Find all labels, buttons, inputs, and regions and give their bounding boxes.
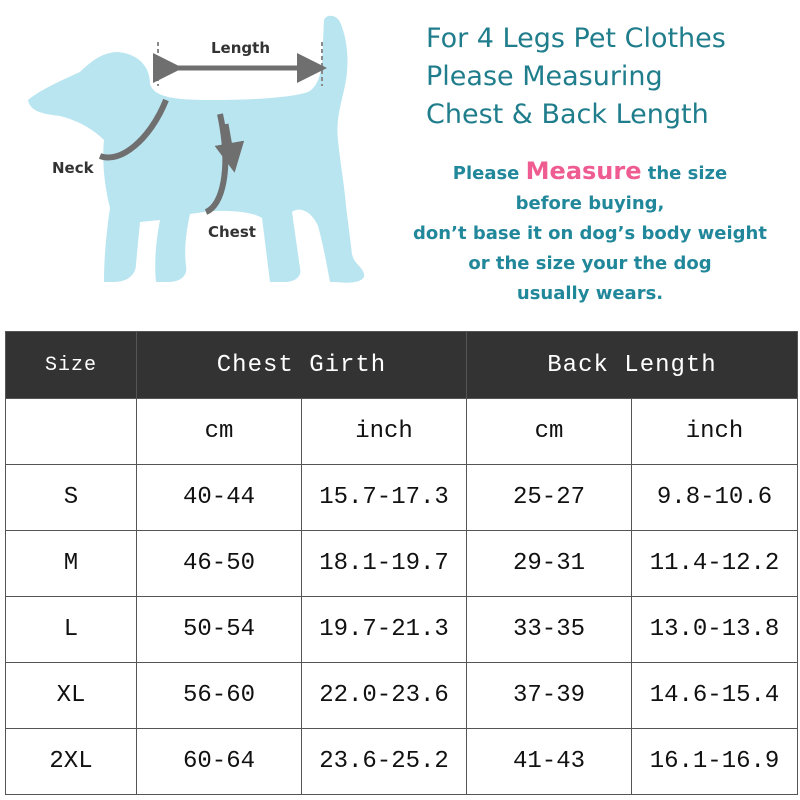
note-line-1 — [380, 156, 800, 189]
chest-cm-cell: 40-44 — [137, 465, 302, 531]
neck-label: Neck — [52, 159, 94, 177]
back-inch-cell: 9.8-10.6 — [632, 465, 798, 531]
heading-line-2: Please Measuring — [426, 61, 663, 92]
back-cm-cell: 37-39 — [467, 663, 632, 729]
dog-measurement-figure — [0, 0, 400, 320]
table-row — [6, 531, 798, 597]
table-row — [6, 597, 798, 663]
note-line-3: don’t base it on dog’s body weight — [413, 223, 767, 244]
header-size: Size — [6, 332, 137, 399]
unit-cell: cm — [137, 399, 302, 465]
size-cell: XL — [6, 663, 137, 729]
back-cm-cell: 25-27 — [467, 465, 632, 531]
note-pre: Please — [452, 163, 526, 184]
chest-inch-cell: 15.7-17.3 — [302, 465, 467, 531]
note-line-4: or the size your the dog — [468, 253, 712, 274]
chest-cm-cell: 60-64 — [137, 729, 302, 795]
header-back-length: Back Length — [467, 332, 798, 399]
chest-label: Chest — [208, 223, 256, 241]
size-chart-table — [5, 331, 798, 795]
chest-inch-cell: 19.7-21.3 — [302, 597, 467, 663]
size-cell: 2XL — [6, 729, 137, 795]
chest-inch-cell: 22.0-23.6 — [302, 663, 467, 729]
heading-line-3: Chest & Back Length — [426, 99, 709, 130]
chest-cm-cell: 46-50 — [137, 531, 302, 597]
measurement-note — [380, 156, 800, 309]
size-cell: L — [6, 597, 137, 663]
unit-cell — [6, 399, 137, 465]
back-cm-cell: 41-43 — [467, 729, 632, 795]
back-inch-cell: 13.0-13.8 — [632, 597, 798, 663]
heading-line-1: For 4 Legs Pet Clothes — [426, 23, 726, 54]
back-cm-cell: 29-31 — [467, 531, 632, 597]
unit-cell: inch — [302, 399, 467, 465]
back-inch-cell: 16.1-16.9 — [632, 729, 798, 795]
measurement-heading — [426, 20, 726, 134]
measure-emphasis: Measure — [525, 157, 642, 185]
back-inch-cell: 11.4-12.2 — [632, 531, 798, 597]
header-chest-girth: Chest Girth — [137, 332, 467, 399]
dog-silhouette — [28, 16, 364, 283]
unit-cell: inch — [632, 399, 798, 465]
back-inch-cell: 14.6-15.4 — [632, 663, 798, 729]
chest-inch-cell: 18.1-19.7 — [302, 531, 467, 597]
table-row — [6, 465, 798, 531]
size-cell: S — [6, 465, 137, 531]
table-row — [6, 663, 798, 729]
note-post: the size — [641, 163, 728, 184]
chest-cm-cell: 56-60 — [137, 663, 302, 729]
table-header-row — [6, 332, 798, 399]
size-cell: M — [6, 531, 137, 597]
chest-cm-cell: 50-54 — [137, 597, 302, 663]
length-label: Length — [211, 39, 270, 57]
note-line-5: usually wears. — [516, 283, 664, 304]
note-line-2: before buying, — [515, 193, 665, 214]
back-cm-cell: 33-35 — [467, 597, 632, 663]
unit-cell: cm — [467, 399, 632, 465]
unit-row — [6, 399, 798, 465]
chest-inch-cell: 23.6-25.2 — [302, 729, 467, 795]
table-row — [6, 729, 798, 795]
